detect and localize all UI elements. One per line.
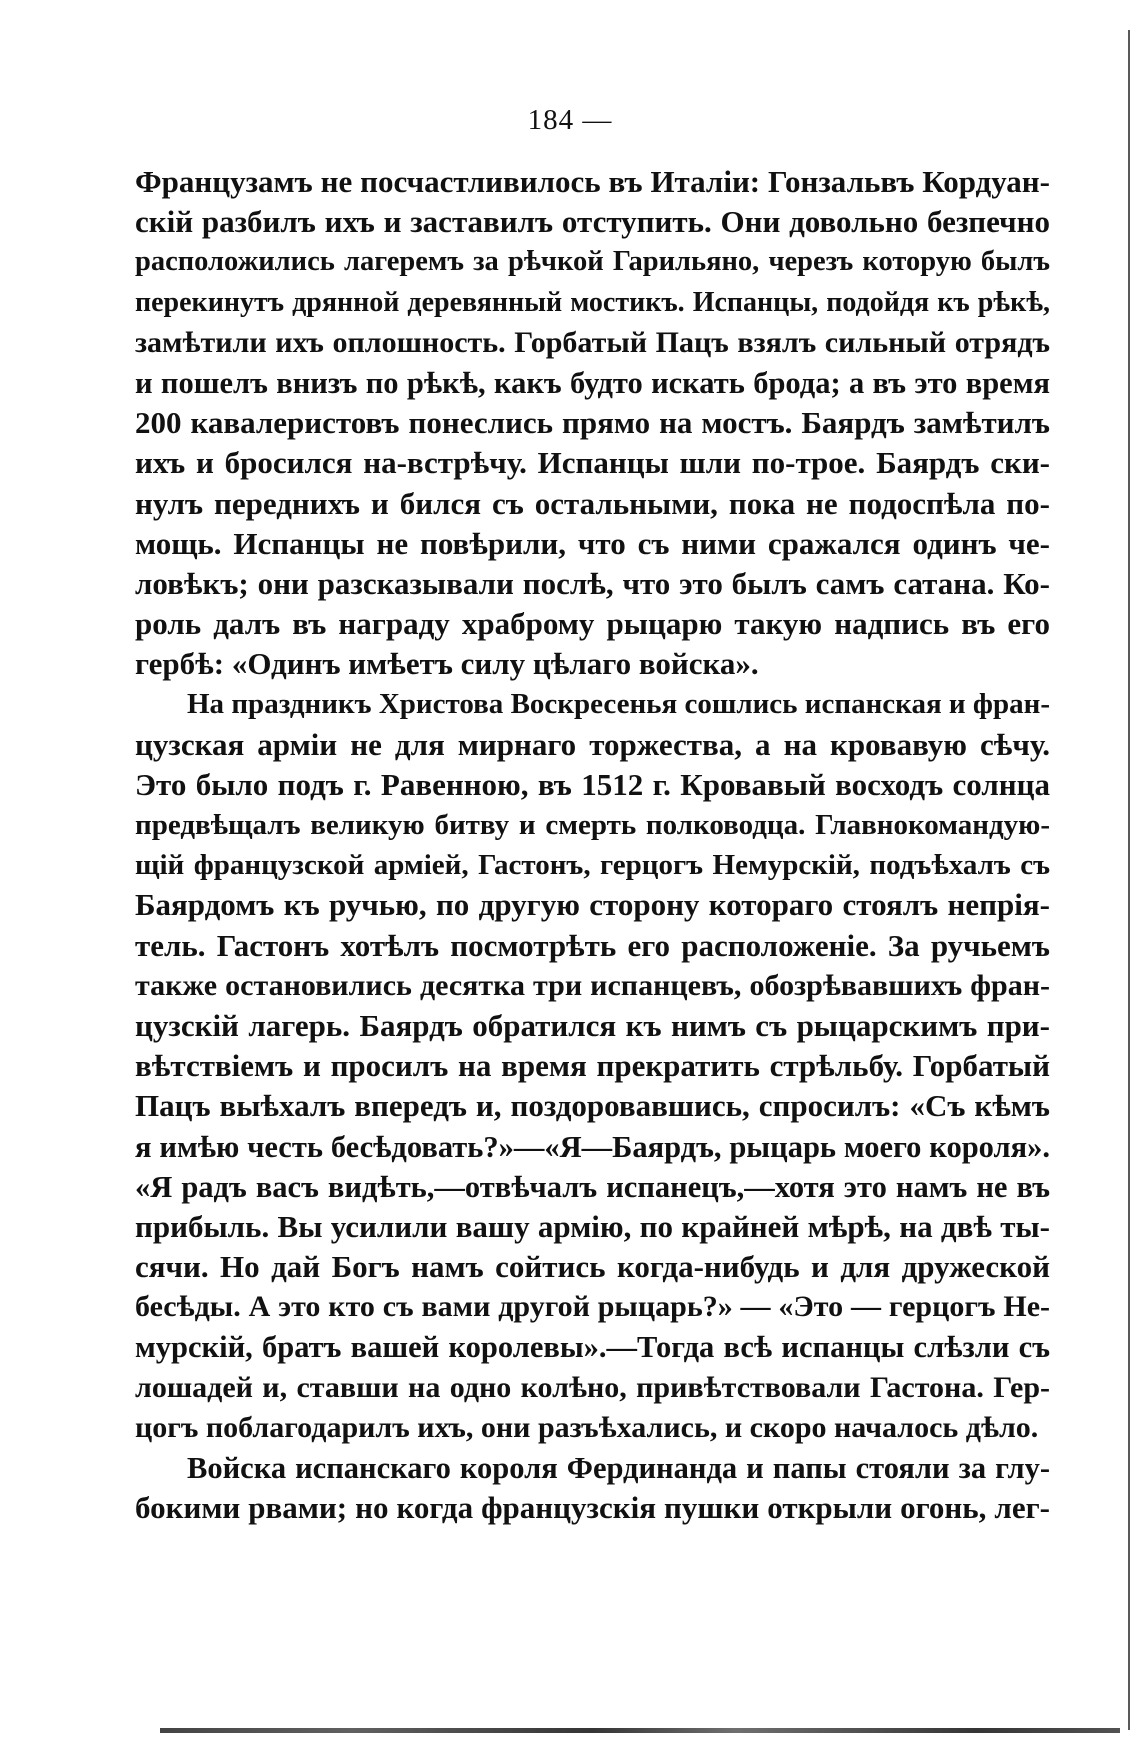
- bottom-scan-rule: [160, 1728, 1120, 1733]
- text-line: бесѣды. А это кто съ вами другой рыцарь?» — «Это — герцогъ Не-: [135, 1290, 1050, 1324]
- text-line: сячи. Но дай Богъ намъ сойтись когда-нибудь и для дружеской: [135, 1249, 1050, 1285]
- text-line: Войска испанскаго короля Фердинанда и папы стояли за глу-: [187, 1451, 1050, 1485]
- text-line: тель. Гастонъ хотѣлъ посмотрѣть его расположеніе. За ручьемъ: [135, 927, 1050, 963]
- text-line: цузскій лагерь. Баярдъ обратился къ нимъ съ рыцарскимъ при-: [135, 1007, 1050, 1043]
- text-line: перекинутъ дрянной деревянный мостикъ. Испанцы, подойдя къ рѣкѣ,: [135, 286, 1050, 318]
- text-line: Французамъ не посчастливилось въ Италіи: Гонзальвъ Кордуан-: [135, 164, 1050, 199]
- text-line: Баярдомъ къ ручью, по другую сторону котораго стоялъ непрія-: [135, 887, 1050, 923]
- text-line: Пацъ выѣхалъ впередъ и, поздоровавшись, спросилъ: «Съ кѣмъ: [135, 1088, 1050, 1124]
- text-line: предвѣщалъ великую битву и смерть полководца. Главнокомандую-: [135, 809, 1050, 841]
- text-line: я имѣю честь бесѣдовать?»—«Я—Баярдъ, рыцарь моего короля».: [135, 1129, 1050, 1164]
- text-line: замѣтили ихъ оплошность. Горбатый Пацъ взялъ сильный отрядъ: [135, 325, 1050, 359]
- text-line: ловѣкъ; они разсказывали послѣ, что это былъ самъ сатана. Ко-: [135, 565, 1050, 601]
- text-line: прибыль. Вы усилили вашу армію, по крайней мѣрѣ, на двѣ ты-: [135, 1208, 1050, 1244]
- text-line: «Я радъ васъ видѣть,—отвѣчалъ испанецъ,—хотя это намъ не въ: [135, 1169, 1050, 1204]
- text-line: нулъ переднихъ и бился съ остальными, пока не подоспѣла по-: [135, 485, 1050, 521]
- text-line: мурскій, братъ вашей королевы».—Тогда всѣ испанцы слѣзли съ: [135, 1330, 1050, 1365]
- text-line: расположились лагеремъ за рѣчкой Гарильяно, черезъ которую былъ: [135, 246, 1050, 278]
- text-line: ихъ и бросился на-встрѣчу. Испанцы шли по-трое. Баярдъ ски-: [135, 445, 1050, 481]
- text-line: мощь. Испанцы не повѣрили, что съ ними сражался одинъ че-: [135, 525, 1050, 561]
- page-edge-line: [1128, 30, 1130, 1730]
- text-line: и пошелъ внизъ по рѣкѣ, какъ будто искать брода; а въ это время: [135, 365, 1050, 400]
- text-line: цузская арміи не для мирнаго торжества, а на кровавую сѣчу.: [135, 726, 1050, 762]
- text-line: бокими рвами; но когда французскія пушки открыли огонь, лег-: [135, 1490, 1050, 1526]
- text-line: вѣтствіемъ и просилъ на время прекратить стрѣльбу. Горбатый: [135, 1048, 1050, 1084]
- paragraph-3: [135, 1448, 1050, 1528]
- page-number: 184 —: [527, 104, 613, 136]
- text-line: гербѣ: «Одинъ имѣетъ силу цѣлаго войска».: [135, 646, 759, 682]
- text-line: Это было подъ г. Равенною, въ 1512 г. Кровавый восходъ солнца: [135, 766, 1050, 802]
- text-line: цогъ поблагодарилъ ихъ, они разъѣхались, и скоро началось дѣло.: [135, 1410, 1039, 1444]
- text-line: также остановились десятка три испанцевъ, обозрѣвавшихъ фран-: [135, 968, 1050, 1002]
- text-line: скій разбилъ ихъ и заставилъ отступить. Они довольно безпечно: [135, 204, 1050, 240]
- text-line: 200 кавалеристовъ понеслись прямо на мостъ. Баярдъ замѣтилъ: [135, 405, 1050, 441]
- text-line: роль далъ въ награду храброму рыцарю такую надпись въ его: [135, 606, 1050, 642]
- text-line: лошадей и, ставши на одно колѣно, привѣтствовали Гастона. Гер-: [135, 1370, 1050, 1404]
- text-line: щій французской арміей, Гастонъ, герцогъ Немурскій, подъѣхалъ съ: [135, 849, 1050, 882]
- text-line: На праздникъ Христова Воскресенья сошлись испанская и фран-: [187, 688, 1050, 721]
- paragraph-2: [135, 684, 1050, 1448]
- body-text: [135, 162, 1050, 1528]
- paragraph-1: [135, 162, 1050, 684]
